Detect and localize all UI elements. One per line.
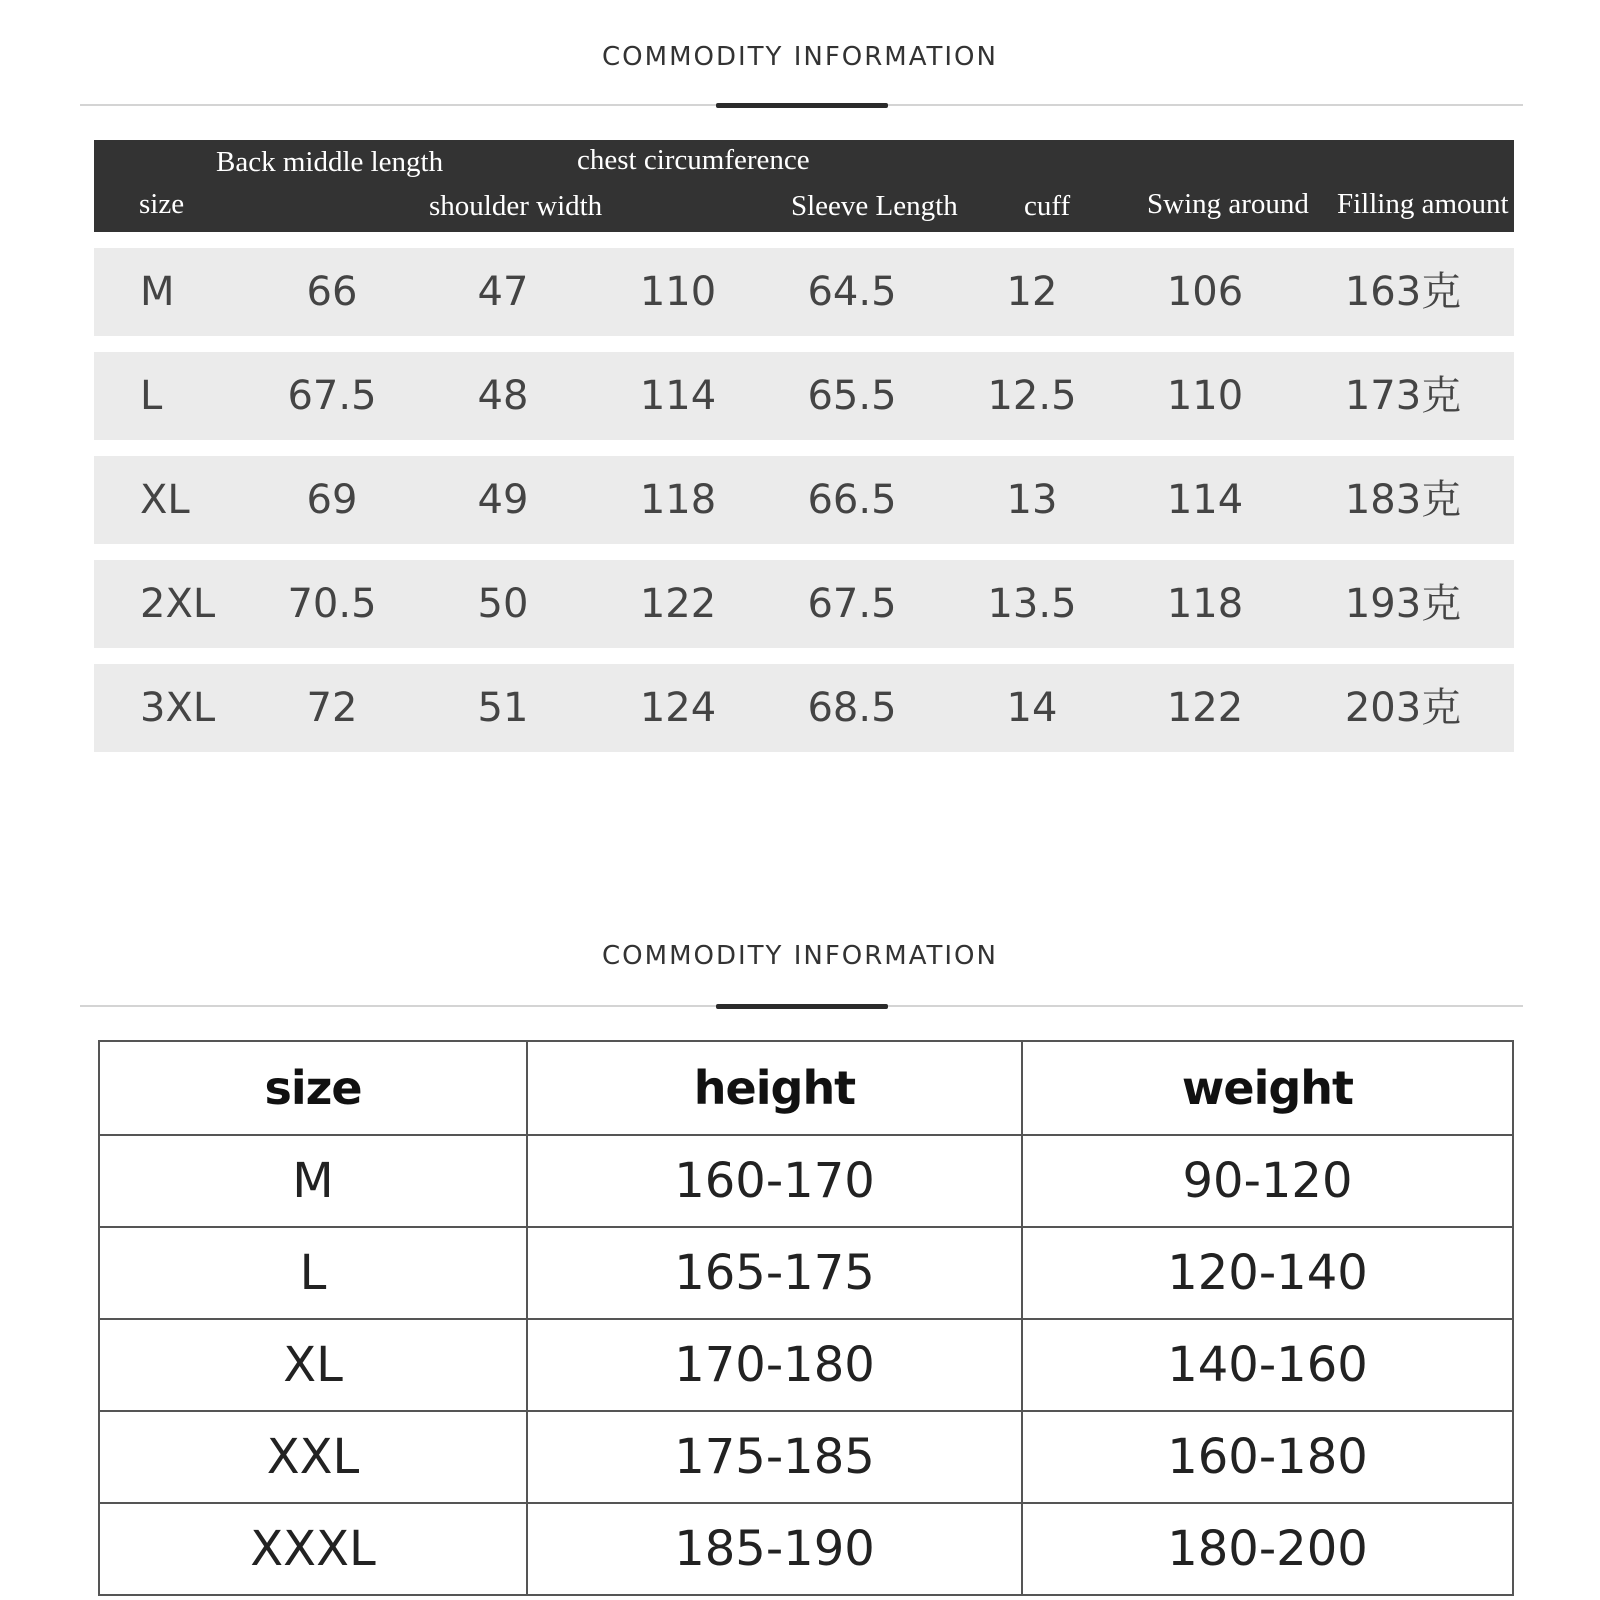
header-filling-amount: Filling amount [1337, 188, 1509, 220]
cell-height: 170-180 [527, 1319, 1022, 1411]
cell-cuff: 12.5 [987, 373, 1077, 419]
header-size: size [139, 188, 185, 220]
table-row [99, 1135, 1513, 1227]
cell-size: XL [99, 1319, 527, 1411]
cell-cuff: 13 [1006, 477, 1058, 523]
cell-size: L [99, 1227, 527, 1319]
header-shoulder-width: shoulder width [429, 190, 603, 222]
cell-swing-around: 118 [1166, 581, 1244, 627]
cell-swing-around: 110 [1166, 373, 1244, 419]
table-row [94, 248, 1514, 336]
cell-size: 3XL [140, 685, 216, 731]
cell-filling-amount: 163克 [1344, 269, 1462, 315]
cell-back-middle-length: 69 [306, 477, 358, 523]
header-back-middle-length: Back middle length [216, 146, 444, 178]
divider-accent [716, 1004, 888, 1009]
table-row [94, 560, 1514, 648]
table-row [94, 456, 1514, 544]
table-row [99, 1319, 1513, 1411]
cell-cuff: 13.5 [987, 581, 1077, 627]
cell-shoulder-width: 50 [477, 581, 529, 627]
header-sleeve-length: Sleeve Length [791, 190, 958, 222]
cell-chest: 122 [639, 581, 717, 627]
table-row [94, 664, 1514, 752]
cell-size: L [140, 373, 163, 419]
cell-sleeve-length: 66.5 [807, 477, 897, 523]
cell-sleeve-length: 68.5 [807, 685, 897, 731]
cell-chest: 118 [639, 477, 717, 523]
cell-shoulder-width: 47 [477, 269, 529, 315]
cell-weight: 160-180 [1022, 1411, 1513, 1503]
cell-size: XXL [99, 1411, 527, 1503]
cell-sleeve-length: 64.5 [807, 269, 897, 315]
cell-back-middle-length: 70.5 [287, 581, 377, 627]
cell-sleeve-length: 65.5 [807, 373, 897, 419]
header-cuff: cuff [1024, 190, 1071, 222]
cell-size: M [99, 1135, 527, 1227]
cell-size: M [140, 269, 175, 315]
cell-filling-amount: 183克 [1344, 477, 1462, 523]
cell-size: XL [140, 477, 190, 523]
cell-weight: 180-200 [1022, 1503, 1513, 1595]
cell-swing-around: 114 [1166, 477, 1244, 523]
cell-sleeve-length: 67.5 [807, 581, 897, 627]
cell-filling-amount: 203克 [1344, 685, 1462, 731]
cell-swing-around: 122 [1166, 685, 1244, 731]
cell-weight: 90-120 [1022, 1135, 1513, 1227]
cell-weight: 120-140 [1022, 1227, 1513, 1319]
table-header-row [99, 1041, 1513, 1135]
section-title: COMMODITY INFORMATION [602, 941, 998, 971]
cell-back-middle-length: 72 [306, 685, 358, 731]
header-chest-circumference: chest circumference [577, 144, 810, 176]
cell-size: 2XL [140, 581, 216, 627]
header-size: size [99, 1041, 527, 1135]
cell-height: 175-185 [527, 1411, 1022, 1503]
cell-cuff: 12 [1006, 269, 1058, 315]
header-weight: weight [1022, 1041, 1513, 1135]
cell-back-middle-length: 67.5 [287, 373, 377, 419]
cell-cuff: 14 [1006, 685, 1058, 731]
cell-height: 160-170 [527, 1135, 1022, 1227]
size-recommendation-table [98, 1040, 1514, 1596]
header-height: height [527, 1041, 1022, 1135]
cell-weight: 140-160 [1022, 1319, 1513, 1411]
cell-shoulder-width: 49 [477, 477, 529, 523]
cell-filling-amount: 173克 [1344, 373, 1462, 419]
table-row [99, 1503, 1513, 1595]
measurement-table-header [94, 140, 1514, 232]
cell-shoulder-width: 48 [477, 373, 529, 419]
cell-swing-around: 106 [1166, 269, 1244, 315]
cell-chest: 124 [639, 685, 717, 731]
cell-filling-amount: 193克 [1344, 581, 1462, 627]
divider-accent [716, 103, 888, 108]
cell-shoulder-width: 51 [477, 685, 529, 731]
cell-back-middle-length: 66 [306, 269, 358, 315]
table-row [99, 1411, 1513, 1503]
section-title: COMMODITY INFORMATION [602, 42, 998, 72]
header-swing-around: Swing around [1147, 188, 1309, 220]
table-row [99, 1227, 1513, 1319]
cell-chest: 110 [639, 269, 717, 315]
cell-size: XXXL [99, 1503, 527, 1595]
table-row [94, 352, 1514, 440]
cell-height: 165-175 [527, 1227, 1022, 1319]
cell-height: 185-190 [527, 1503, 1022, 1595]
cell-chest: 114 [639, 373, 717, 419]
